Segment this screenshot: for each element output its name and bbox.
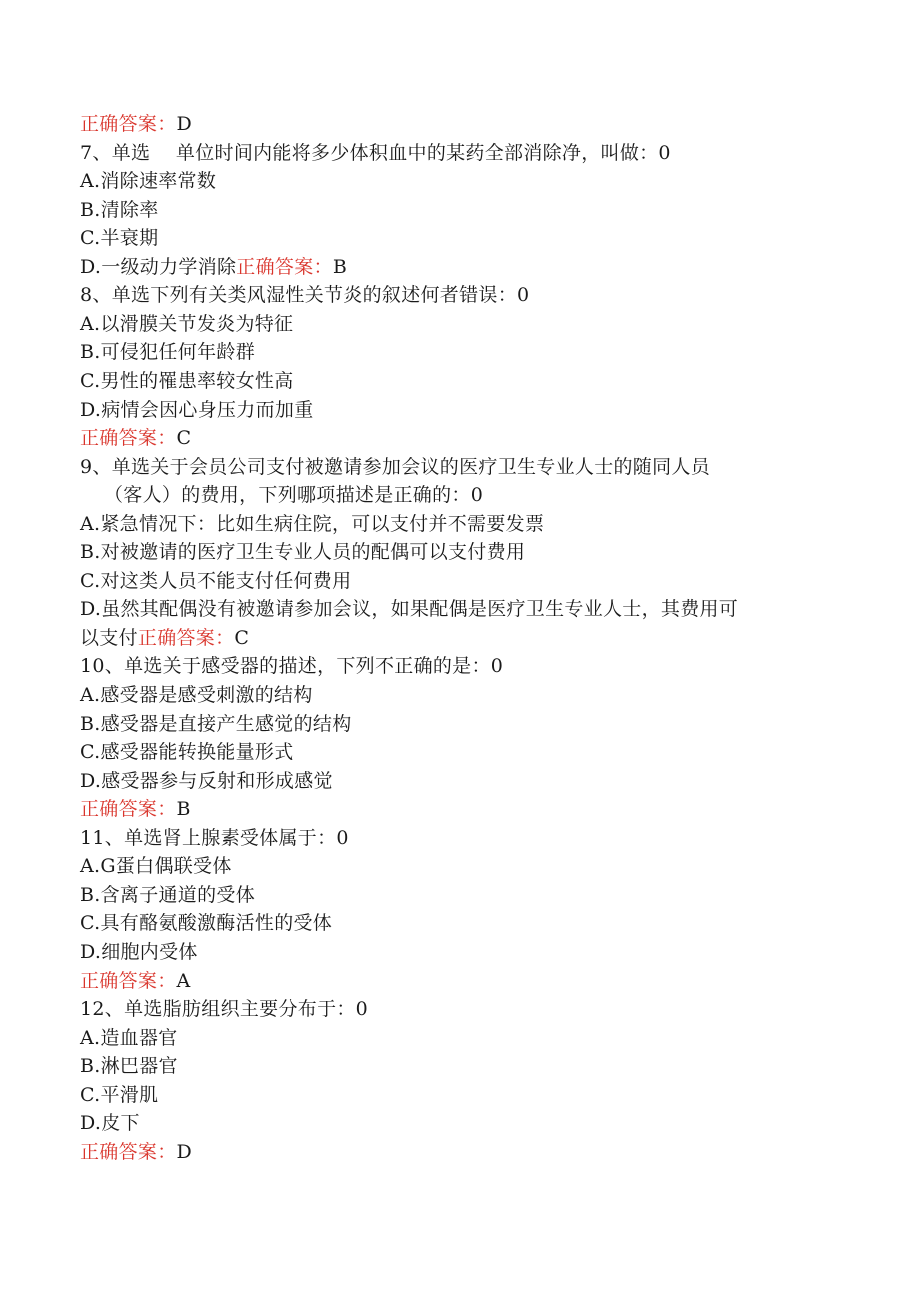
option-line: A.感受器是感受刺激的结构 [80, 684, 313, 706]
answer-label: 正确答案： [80, 798, 177, 821]
question-line: 10、单选关于感受器的描述，下列不正确的是：0 [80, 655, 504, 678]
option-line: D.细胞内受体 [80, 940, 198, 963]
option-line: C.半衰期 [80, 227, 159, 250]
answer-letter: A [176, 969, 191, 992]
option-line: D.感受器参与反射和形成感觉 [80, 769, 333, 792]
answer-letter: D [176, 113, 193, 135]
option-line: C.平滑肌 [80, 1083, 159, 1106]
answer-label: 正确答案： [137, 626, 235, 649]
option-line: D.虽然其配偶没有被邀请参加会议，如果配偶是医疗卫生专业人士，其费用可 [80, 598, 739, 621]
option-line: A.造血器官 [80, 1026, 178, 1049]
option-line: D.病情会因心身压力而加重 [80, 398, 314, 421]
option-line: C.对这类人员不能支付任何费用 [80, 569, 352, 592]
continuation-line: （客人）的费用，下列哪项描述是正确的：0 [104, 484, 484, 507]
option-line: B.对被邀请的医疗卫生专业人员的配偶可以支付费用 [80, 541, 526, 564]
question-line: 12、单选脂肪组织主要分布于：0 [80, 998, 369, 1021]
option-line: A.紧急情况下：比如生病住院，可以支付并不需要发票 [80, 512, 545, 535]
option-line: B.可侵犯任何年龄群 [80, 341, 256, 364]
answer-line [80, 1138, 192, 1166]
option-line: A.G蛋白偶联受体 [80, 855, 232, 878]
question-line: 11、单选肾上腺素受体属于：0 [80, 826, 349, 849]
option-line: C.具有酪氨酸激酶活性的受体 [80, 912, 333, 935]
answer-letter: B [332, 255, 348, 278]
option-line: A.以滑膜关节发炎为特征 [80, 312, 294, 335]
option-line: C.感受器能转换能量形式 [80, 741, 294, 764]
option-line: B.淋巴器官 [80, 1055, 178, 1078]
question-line: 8、单选下列有关类风湿性关节炎的叙述何者错误：0 [80, 284, 530, 307]
option-text: 以支付 [80, 626, 138, 649]
option-line: D.皮下 [80, 1112, 140, 1135]
answer-line [80, 110, 192, 138]
answer-label: 正确答案： [80, 427, 177, 450]
option-text: D.一级动力学消除 [80, 255, 237, 278]
option-line: C.男性的罹患率较女性高 [80, 369, 294, 392]
option-line-with-answer [80, 624, 249, 652]
answer-letter: D [176, 1140, 193, 1163]
question-line: 9、单选关于会员公司支付被邀请参加会议的医疗卫生专业人士的随同人员 [80, 455, 710, 478]
answer-line [80, 424, 191, 452]
answer-label: 正确答案： [80, 969, 177, 992]
answer-letter: C [176, 427, 192, 450]
answer-letter: B [176, 798, 191, 821]
answer-line [80, 967, 191, 995]
option-line: B.感受器是直接产生感觉的结构 [80, 712, 352, 735]
option-line: B.含离子通道的受体 [80, 883, 256, 906]
answer-label: 正确答案： [236, 255, 333, 278]
option-line: A.消除速率常数 [80, 170, 217, 193]
question-line: 7、单选 单位时间内能将多少体积血中的某药全部消除净，叫做：0 [80, 141, 671, 164]
option-line: B.清除率 [80, 198, 159, 221]
answer-line [80, 795, 191, 823]
answer-label: 正确答案： [80, 1140, 177, 1163]
answer-letter: C [234, 626, 250, 649]
option-line-with-answer [80, 253, 347, 281]
answer-label: 正确答案： [80, 113, 177, 135]
